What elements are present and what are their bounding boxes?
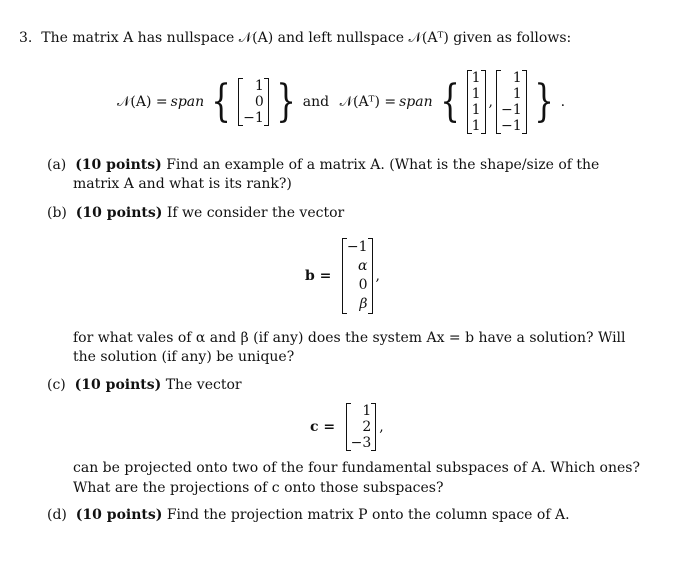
and-text: and	[302, 94, 330, 110]
entry: 1	[471, 86, 481, 102]
vector-c-matrix	[346, 403, 377, 451]
entry: 1	[512, 70, 522, 86]
intro-text: The matrix A has nullspace 𝒩(A) and left nullspace 𝒩(Aᵀ) given as follows:	[41, 30, 572, 46]
nullspace-lhs: 𝒩(A) =	[117, 94, 168, 110]
part-a	[47, 157, 599, 173]
entry: β	[359, 296, 368, 312]
part-text: The vector	[165, 377, 242, 393]
entry: −1	[243, 110, 264, 126]
vector-lhs: b =	[305, 268, 332, 284]
entry: 1	[362, 403, 372, 419]
left-nullspace-vector-2	[496, 70, 527, 134]
part-b-line3: the solution (if any) be unique?	[73, 349, 295, 365]
entry: −1	[500, 118, 522, 134]
part-text: If we consider the vector	[166, 205, 345, 221]
vector-lhs: c =	[310, 419, 336, 435]
entry: 2	[362, 419, 372, 435]
vector-b-matrix	[342, 238, 373, 314]
comma: ,	[488, 94, 493, 110]
left-brace: {	[211, 76, 231, 127]
entry: 0	[358, 277, 368, 293]
part-text: Find the projection matrix P onto the column space of A.	[166, 507, 570, 523]
entry: 1	[471, 118, 481, 134]
points: (10 points)	[75, 507, 163, 523]
entry: 1	[471, 70, 481, 86]
part-c	[47, 377, 242, 393]
entry: α	[358, 258, 368, 274]
left-brace: {	[439, 76, 460, 127]
part-label: (b)	[47, 205, 67, 221]
points: (10 points)	[75, 205, 163, 221]
points: (10 points)	[74, 377, 162, 393]
nullspace-vector	[238, 78, 269, 126]
vector-b	[305, 236, 380, 316]
part-c-line2: can be projected onto two of the four fundamental subspaces of A. Which ones?	[73, 460, 640, 476]
part-label: (d)	[47, 507, 67, 523]
comma: ,	[375, 268, 380, 284]
part-b-line2: for what vales of α and β (if any) does the system Ax = b have a solution? Will	[73, 330, 626, 346]
entry: −1	[346, 239, 368, 255]
right-brace: }	[533, 76, 554, 127]
entry: −1	[500, 102, 522, 118]
part-b	[47, 205, 344, 221]
nullspace-equation	[117, 72, 565, 132]
part-d	[47, 507, 570, 523]
period: .	[560, 94, 566, 110]
part-c-line3: What are the projections of c onto those subspaces?	[73, 480, 444, 496]
left-nullspace-lhs: 𝒩(Aᵀ) =	[339, 94, 397, 110]
right-brace: }	[275, 76, 296, 127]
entry: 1	[471, 102, 481, 118]
entry: 1	[254, 78, 264, 94]
span-label: span	[170, 94, 205, 110]
part-label: (c)	[47, 377, 66, 393]
points: (10 points)	[75, 157, 162, 173]
entry: −3	[350, 435, 372, 451]
comma: ,	[379, 419, 384, 435]
entry: 0	[254, 94, 264, 110]
problem-number: 3.	[19, 30, 33, 46]
entry: 1	[512, 86, 522, 102]
span-label: span	[399, 94, 433, 110]
vector-c	[310, 400, 384, 454]
problem-intro	[19, 30, 571, 46]
part-text: Find an example of a matrix A. (What is the shape/size of the	[166, 157, 600, 173]
part-label: (a)	[47, 157, 67, 173]
left-nullspace-vector-1	[467, 70, 486, 134]
part-a-line2: matrix A and what is its rank?)	[73, 176, 292, 192]
